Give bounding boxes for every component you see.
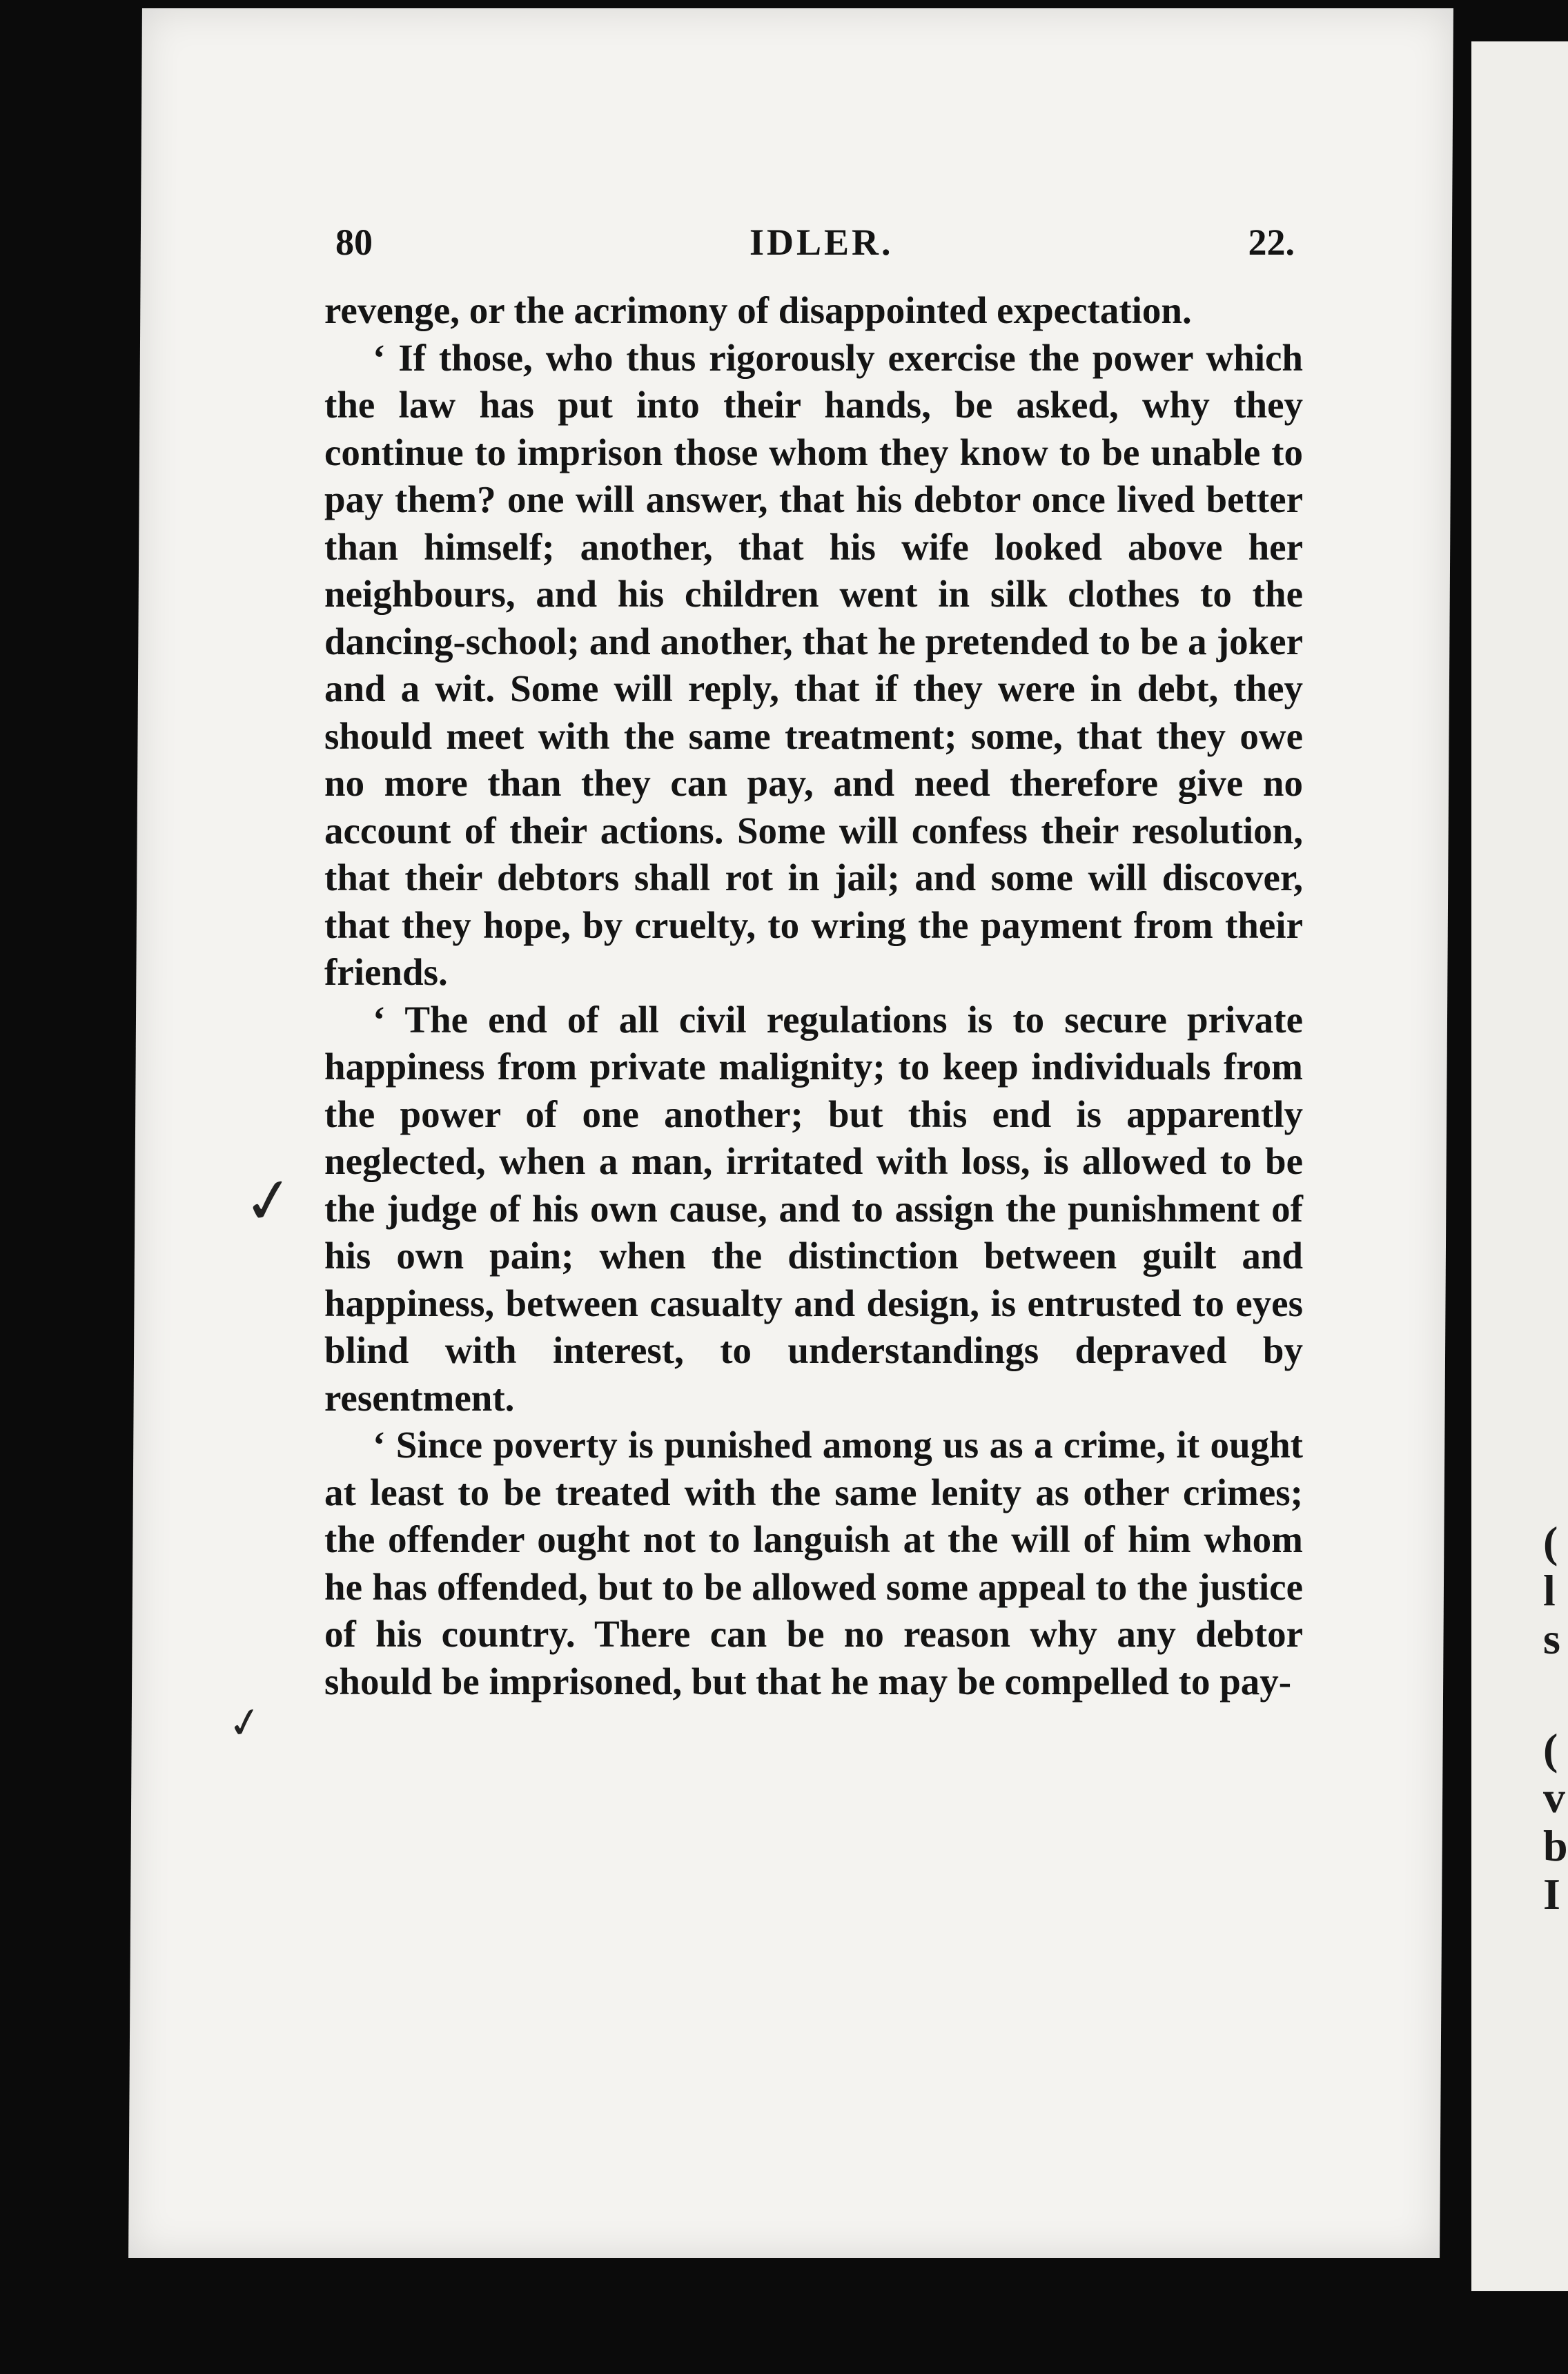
fragment: ( bbox=[1543, 1518, 1558, 1567]
fragment: b bbox=[1543, 1821, 1568, 1870]
check-mark-icon: ✓ bbox=[238, 1161, 300, 1241]
paragraph: ‘ Since poverty is punished among us as a crime, it ought at least to be treated with the same lenity as other crimes; the offender ought not to languish at the will of him whom he has offended, but to be allowed some appeal to the justice of his country. There can be no reason why any debtor should be imprisoned, but that he may be compelled to pay- bbox=[324, 1424, 1303, 1703]
issue-number: 22. bbox=[1248, 222, 1295, 263]
paragraph: revenge, or the acrimony of disappointed expectation. bbox=[324, 289, 1192, 331]
fragment: ( bbox=[1543, 1725, 1558, 1774]
fragment: I bbox=[1543, 1870, 1560, 1919]
page-header bbox=[335, 221, 1295, 276]
fragment: l bbox=[1543, 1566, 1556, 1615]
paragraph: ‘ The end of all civil regulations is to secure private happiness from private malignity; to keep individuals from the power of one another; but this end is apparently neglected, when a man, irritated with loss, is allowed to be the judge of his own cause, and to assign the punishment of his own pain; when the distinction between guilt and happiness, between casualty and design, is entrusted to eyes blind with interest, to understandings depraved by resentment. bbox=[324, 998, 1303, 1419]
page-number: 80 bbox=[335, 222, 373, 263]
paragraph: ‘ If those, who thus rigorously exercise the power which the law has put into their hands, be asked, why they continue to imprison those whom they know to be unable to pay them? one will answer, that his debtor once lived better than himself; another, that his wife looked above her neighbours, and his children went in silk clothes to the dancing-school; and another, that he pretended to be a joker and a wit. Some will reply, that if they were in debt, they should meet with the same treatment; some, that they owe no more than they can pay, and need therefore give no account of their actions. Some will confess their resolution, that their debtors shall rot in jail; and some will discover, that they hope, by cruelty, to wring the payment from their friends. bbox=[324, 336, 1303, 993]
fragment: s bbox=[1543, 1614, 1560, 1663]
body-text bbox=[324, 287, 1303, 1705]
facing-page-edge bbox=[1471, 41, 1568, 2291]
running-title: IDLER. bbox=[749, 222, 894, 263]
facing-page-fragments bbox=[1543, 1518, 1568, 1919]
fragment: v bbox=[1543, 1773, 1565, 1822]
check-mark-icon: ✓ bbox=[224, 1696, 266, 1750]
